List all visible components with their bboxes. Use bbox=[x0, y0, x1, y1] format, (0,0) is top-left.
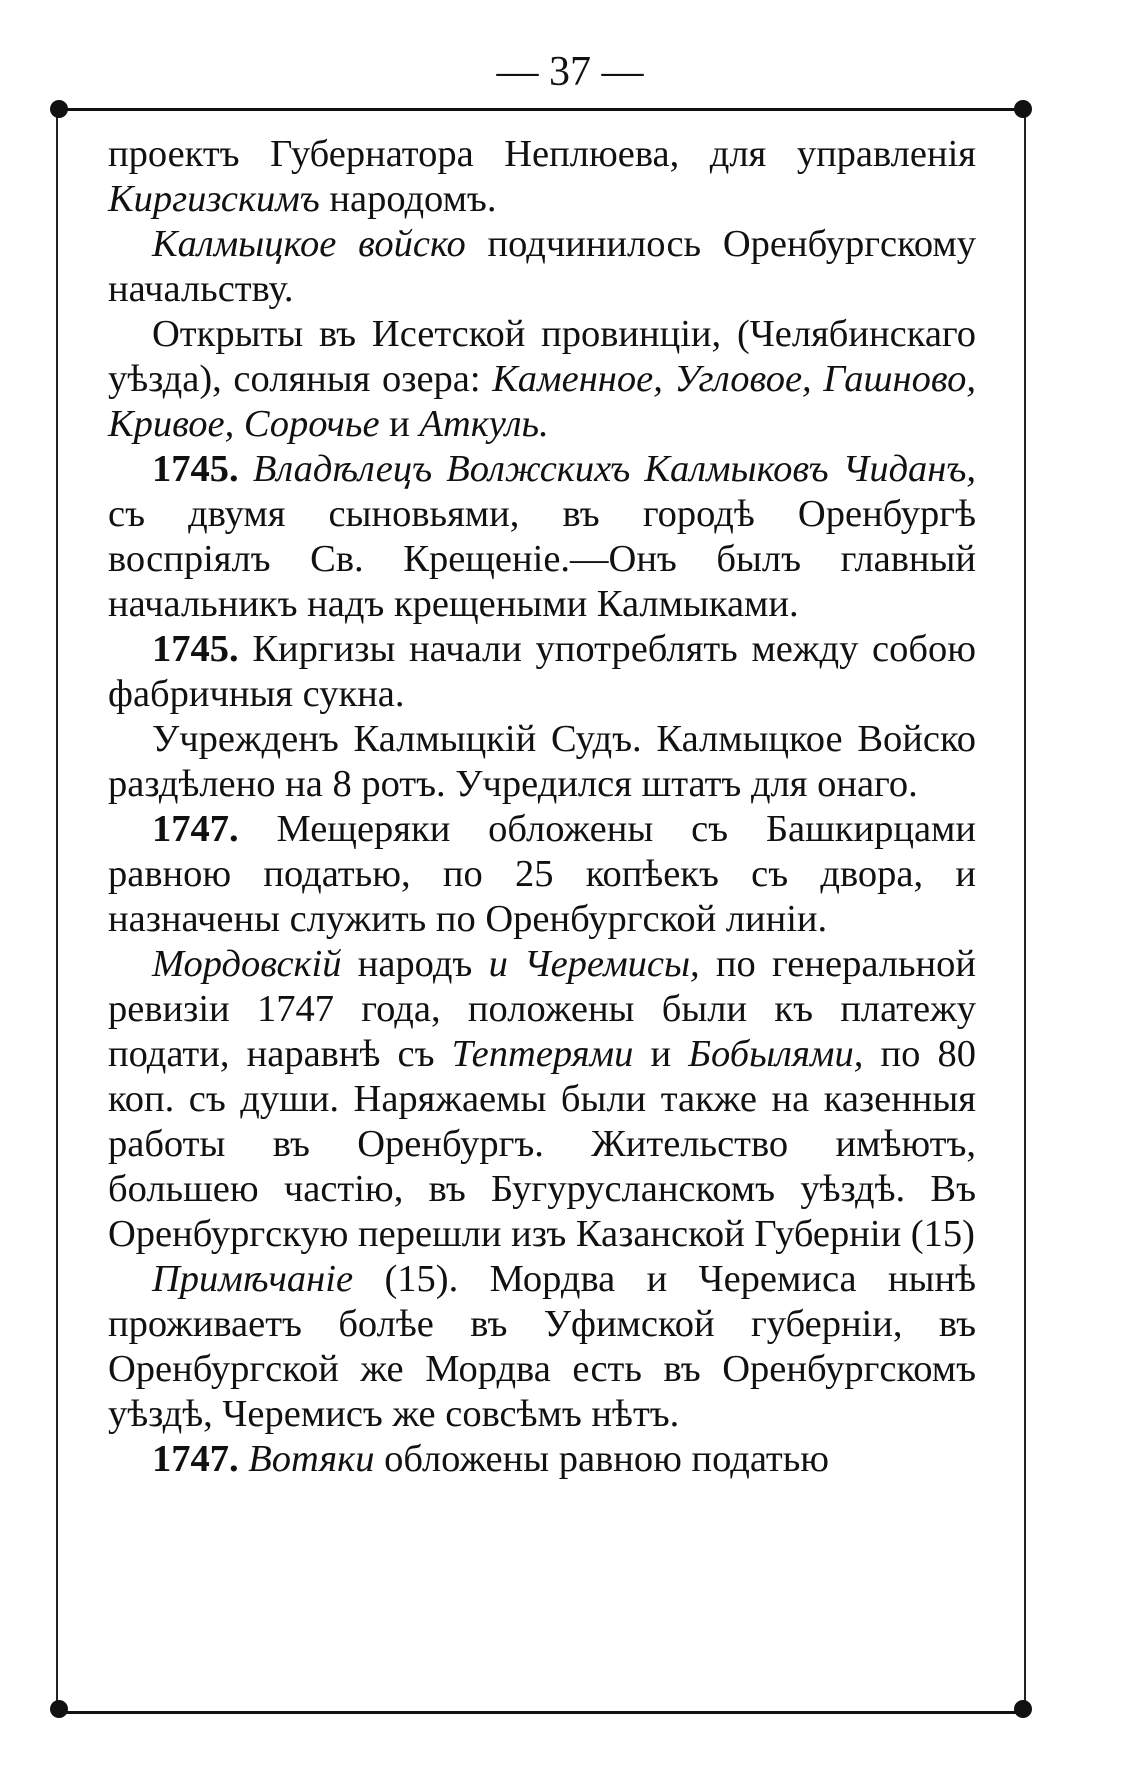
corner-ornament-icon bbox=[50, 1700, 68, 1718]
corner-ornament-icon bbox=[50, 100, 68, 118]
paragraph: Мордовскій народъ и Черемисы, по генеральной ревизіи 1747 года, положены были къ платежу подати, наравнѣ съ Тептерями и Бобылями, по 80 коп. съ души. Наряжаемы были также на казенныя работы въ Оренбургъ. Жительство имѣютъ, большею частію, въ Бугурусланскомъ уѣздѣ. Въ Оренбургскую перешли изъ Казанской Губерніи (15) bbox=[108, 943, 976, 1255]
paragraph: Калмыцкое войско подчинилось Оренбургскому начальству. bbox=[108, 223, 977, 310]
paragraph: 1745. Владѣлецъ Волжскихъ Калмыковъ Чиданъ, съ двумя сыновьями, въ городѣ Оренбургѣ воспріялъ Св. Крещеніе.—Онъ былъ главный начальникъ надъ крещеными Калмыками. bbox=[108, 448, 977, 625]
paragraph: 1747. Мещеряки обложены съ Башкирцами равною податью, по 25 копѣекъ съ двора, и назначены служить по Оренбургской линіи. bbox=[108, 808, 976, 940]
year-label: 1745. bbox=[152, 628, 239, 670]
corner-ornament-icon bbox=[1014, 1700, 1032, 1718]
paragraph: проектъ Губернатора Неплюева, для управленія Киргизскимъ народомъ. bbox=[108, 133, 976, 220]
year-label: 1747. bbox=[152, 808, 239, 850]
footnote-paragraph: Примѣчаніе (15). Мордва и Черемиса нынѣ проживаетъ болѣе въ Уфимской губерніи, въ Оренбургской же Мордва есть въ Оренбургскомъ уѣздѣ, Черемисъ же совсѣмъ нѣтъ. bbox=[108, 1258, 976, 1435]
corner-ornament-icon bbox=[1014, 100, 1032, 118]
page-number: — 37 — bbox=[496, 49, 644, 95]
paragraph: 1747. Вотяки обложены равною податью bbox=[152, 1438, 830, 1480]
body-text bbox=[108, 132, 976, 1482]
paragraph: Открыты въ Исетской провинціи, (Челябинскаго уѣзда), соляныя озера: Каменное, Угловое, Гашново, Кривое, Сорочье и Аткуль. bbox=[108, 313, 976, 445]
year-label: 1745. bbox=[152, 448, 239, 490]
paragraph: 1745. Киргизы начали употреблять между собою фабричныя сукна. bbox=[108, 628, 976, 715]
year-label: 1747. bbox=[152, 1438, 239, 1480]
paragraph: Учрежденъ Калмыцкій Судъ. Калмыцкое Войско раздѣлено на 8 ротъ. Учредился штатъ для онаго. bbox=[108, 718, 976, 805]
